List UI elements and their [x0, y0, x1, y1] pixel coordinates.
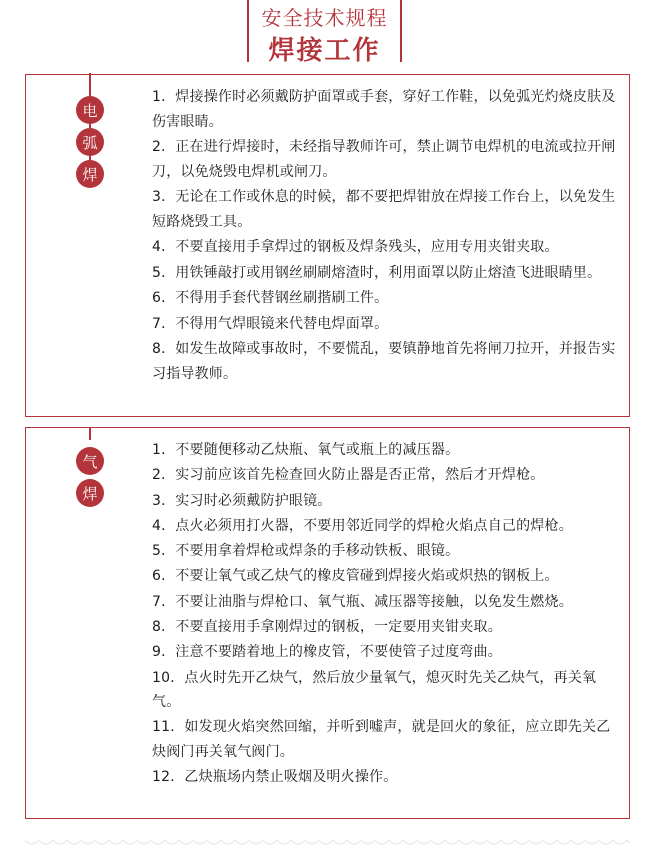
section-badge-char: 气 — [76, 447, 104, 475]
rule-item: 7．不要让油脂与焊枪口、氧气瓶、减压器等接触，以免发生燃烧。 — [152, 593, 573, 610]
rule-item: 8．如发生故障或事故时，不要慌乱，要镇静地首先将闸刀拉开，并报告实习指导教师。 — [152, 341, 616, 382]
rule-item: 12．乙炔瓶场内禁止吸烟及明火操作。 — [152, 768, 398, 785]
rule-item: 1．焊接操作时必须戴防护面罩或手套，穿好工作鞋，以免弧光灼烧皮肤及伤害眼睛。 — [152, 89, 616, 130]
page-title: 焊接工作 — [268, 36, 381, 66]
rule-item: 6．不要让氧气或乙炔气的橡皮管碰到焊接火焰或炽热的钢板上。 — [152, 568, 559, 585]
rule-item: 10．点火时先开乙炔气，然后放少量氧气，熄灭时先关乙炔气，再关氧气。 — [152, 669, 597, 710]
page-header — [247, 0, 402, 66]
section-badge-char: 焊 — [76, 479, 104, 507]
section-arc-welding — [25, 74, 630, 417]
section-badge-char: 焊 — [76, 160, 104, 188]
page-subtitle: 安全技术规程 — [261, 6, 388, 30]
section-gas-welding — [25, 427, 630, 819]
rule-item: 4．不要直接用手拿焊过的钢板及焊条残头，应用专用夹钳夹取。 — [152, 239, 559, 255]
rule-item: 6．不得用手套代替钢丝刷揩刷工件。 — [152, 290, 389, 306]
rule-item: 7．不得用气焊眼镜来代替电焊面罩。 — [152, 315, 389, 332]
section-badge-char: 弧 — [76, 128, 104, 156]
rule-item: 5．不要用拿着焊枪或焊条的手移动铁板、眼镜。 — [152, 543, 460, 560]
section-badge-char: 电 — [76, 96, 104, 124]
rule-item: 5．用铁锤敲打或用钢丝刷刷熔渣时，利用面罩以防止熔渣飞进眼睛里。 — [152, 264, 602, 281]
rule-list — [152, 85, 621, 387]
rule-item: 2．实习前应该首先检查回火防止器是否正常，然后才开焊枪。 — [152, 467, 545, 484]
rule-item: 1．不要随便移动乙炔瓶、氧气或瓶上的减压器。 — [152, 442, 460, 458]
rule-item: 3．实习时必须戴防护眼镜。 — [152, 492, 332, 509]
badge-connector-line — [89, 428, 91, 440]
rule-list — [152, 438, 621, 790]
rule-item: 3．无论在工作或休息的时候，都不要把焊钳放在焊接工作台上，以免发生短路烧毁工具。 — [152, 189, 616, 230]
rule-item: 2．正在进行焊接时，未经指导教师许可，禁止调节电焊机的电流或拉开闸刀，以免烧毁电焊机或闸刀。 — [152, 139, 616, 180]
wave-divider — [25, 836, 630, 848]
rule-item: 9．注意不要踏着地上的橡皮管，不要使管子过度弯曲。 — [152, 644, 502, 661]
rule-item: 11．如发现火焰突然回缩，并听到嘘声，就是回火的象征，应立即先关乙炔阀门再关氧气阀门。 — [152, 719, 611, 760]
rule-item: 4．点火必须用打火器，不要用邻近同学的焊枪火焰点自己的焊枪。 — [152, 517, 573, 534]
rule-item: 8．不要直接用手拿刚焊过的钢板，一定要用夹钳夹取。 — [152, 619, 502, 636]
